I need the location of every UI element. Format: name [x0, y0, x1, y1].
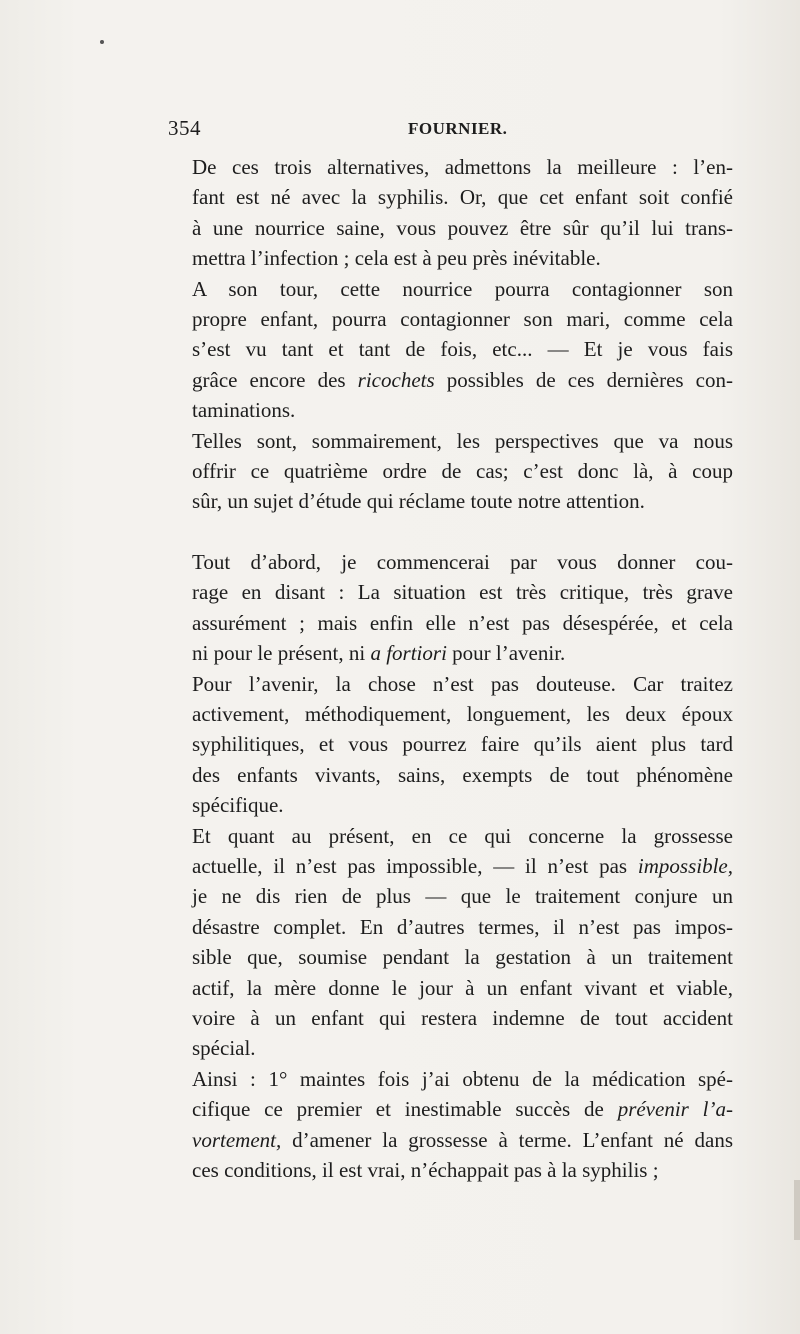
paragraph — [170, 669, 733, 821]
text-line — [170, 729, 733, 759]
text-run: fant est né avec la syphilis. Or, que cet enfant soit confié — [192, 185, 733, 210]
text-line — [170, 243, 733, 273]
paragraph — [170, 547, 733, 669]
text-line — [170, 1064, 733, 1094]
text-run: à une nourrice saine, vous pouvez être sûr qu’il lui trans- — [192, 215, 733, 240]
text-line — [170, 547, 733, 577]
text-line — [170, 608, 733, 638]
text-run: activement, méthodiquement, longuement, les deux époux — [192, 701, 733, 726]
text-line — [170, 1003, 733, 1033]
text-run: désastre complet. En d’autres termes, il n’est pas impos- — [192, 914, 733, 939]
ink-speck — [100, 40, 104, 44]
text-line — [170, 912, 733, 942]
text-line — [170, 334, 733, 364]
text-line — [170, 395, 733, 425]
text-line — [170, 365, 733, 395]
text-run: Et quant au présent, en ce qui concerne la grossesse — [192, 823, 733, 848]
text-line — [170, 426, 733, 456]
text-run: propre enfant, pourra contagionner son mari, comme cela — [192, 307, 733, 332]
text-line — [170, 213, 733, 243]
text-run: sûr, un sujet d’étude qui réclame toute notre attention. — [192, 489, 645, 514]
text-line — [170, 821, 733, 851]
text-run: s’est vu tant et tant de fois, etc... — Et je vous fais — [192, 337, 733, 362]
paragraph — [170, 1064, 733, 1186]
text-line — [170, 973, 733, 1003]
text-run: je ne dis rien de plus — que le traitement conjure un — [192, 884, 733, 909]
text-run: possibles de ces dernières con- — [434, 367, 733, 392]
text-line — [170, 638, 733, 668]
text-run: Tout d’abord, je commencerai par vous donner cou- — [192, 549, 733, 574]
text-run: pour l’avenir. — [446, 641, 566, 666]
running-head: FOURNIER. — [408, 119, 508, 138]
text-run: spécial. — [192, 1036, 256, 1061]
text-line — [170, 881, 733, 911]
text-line — [170, 1155, 733, 1185]
paragraph — [170, 426, 733, 517]
text-run: rage en disant : La situation est très critique, très grave — [192, 580, 733, 605]
text-line — [170, 274, 733, 304]
text-run: ni pour le présent, ni — [192, 641, 371, 666]
italic-phrase: prévenir l’a- — [617, 1097, 733, 1122]
text-line — [170, 304, 733, 334]
text-run: des enfants vivants, sains, exempts de tout phénomène — [192, 762, 733, 787]
page-number: 354 — [168, 116, 201, 140]
text-line — [170, 669, 733, 699]
italic-phrase: ricochets — [357, 367, 435, 392]
italic-phrase: impossible, — [637, 853, 733, 878]
text-line — [170, 942, 733, 972]
text-run: voire à un enfant qui restera indemne de tout accident — [192, 1005, 733, 1030]
paragraph — [170, 274, 733, 426]
page-edge — [794, 1180, 800, 1240]
text-line — [170, 760, 733, 790]
text-line — [170, 851, 733, 881]
text-run: cifique ce premier et inestimable succès de — [192, 1097, 618, 1122]
text-line — [170, 182, 733, 212]
text-line — [170, 699, 733, 729]
text-run: assurément ; mais enfin elle n’est pas désespérée, et cela — [192, 610, 733, 635]
text-run: taminations. — [192, 398, 296, 423]
text-line — [170, 152, 733, 182]
text-run: Pour l’avenir, la chose n’est pas douteuse. Car traitez — [192, 671, 733, 696]
text-run: syphilitiques, et vous pourrez faire qu’ils aient plus tard — [192, 732, 733, 757]
italic-phrase: a fortiori — [370, 641, 447, 666]
page-header — [168, 116, 734, 146]
italic-phrase: vortement, — [192, 1127, 282, 1152]
text-run: actuelle, il n’est pas impossible, — il n’est pas — [192, 853, 638, 878]
text-line — [170, 1033, 733, 1063]
text-run: offrir ce quatrième ordre de cas; c’est donc là, à coup — [192, 459, 733, 484]
text-run: Ainsi : 1° maintes fois j’ai obtenu de la médication spé- — [192, 1066, 733, 1091]
text-line — [170, 577, 733, 607]
paragraph — [170, 152, 733, 274]
paragraph — [170, 821, 733, 1064]
text-run: Telles sont, sommairement, les perspectives que va nous — [192, 428, 733, 453]
text-run: A son tour, cette nourrice pourra contagionner son — [192, 276, 733, 301]
text-run: actif, la mère donne le jour à un enfant vivant et viable, — [192, 975, 733, 1000]
text-line — [170, 486, 733, 516]
text-run: d’amener la grossesse à terme. L’enfant né dans — [281, 1127, 733, 1152]
text-run: sible que, soumise pendant la gestation à un traitement — [192, 945, 733, 970]
text-line — [170, 790, 733, 820]
text-run: mettra l’infection ; cela est à peu près inévitable. — [192, 246, 601, 271]
text-line — [170, 1125, 733, 1155]
text-run: spécifique. — [192, 793, 284, 818]
body-text — [170, 152, 733, 1185]
text-run: De ces trois alternatives, admettons la meilleure : l’en- — [192, 155, 733, 179]
text-run: ces conditions, il est vrai, n’échappait pas à la syphilis ; — [192, 1158, 659, 1182]
text-run: grâce encore des — [192, 367, 358, 392]
text-line — [170, 1094, 733, 1124]
text-line — [170, 456, 733, 486]
